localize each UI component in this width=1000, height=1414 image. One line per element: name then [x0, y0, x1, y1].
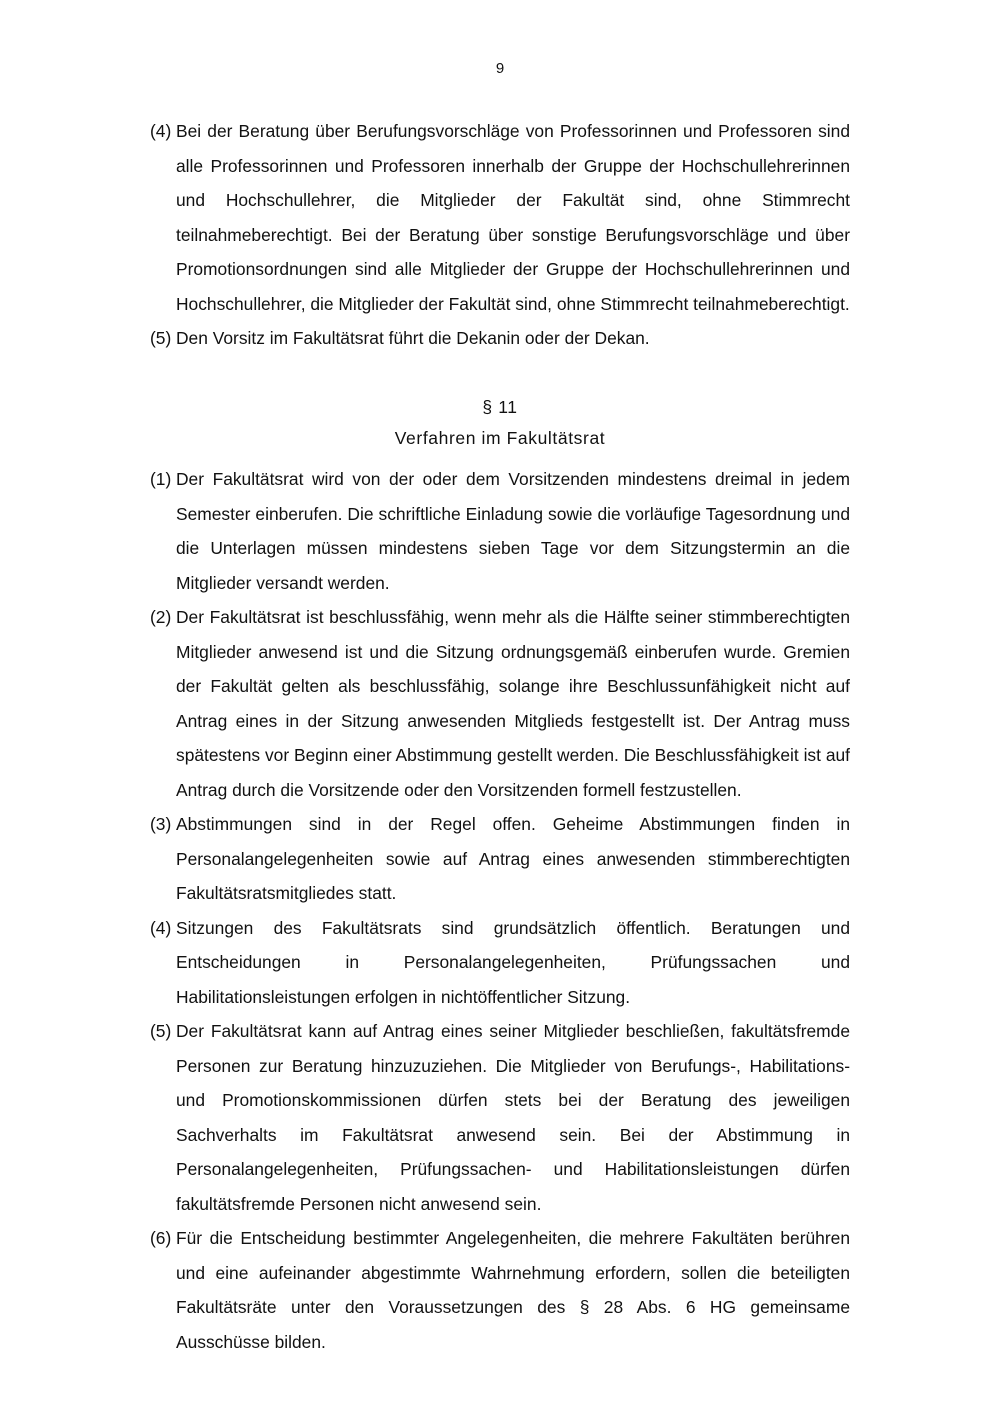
paragraph-number: (1): [150, 469, 172, 489]
paragraph-4: [150, 114, 850, 321]
section-paragraphs: [150, 462, 850, 1359]
paragraph-number: (2): [150, 607, 172, 627]
paragraph-text: Der Fakultätsrat kann auf Antrag eines seiner Mitglieder beschließen, fakultätsfremde Personen zur Beratung hinzuzuziehen. Die Mitglieder von Berufungs-, Habilitations- und Promotionskommissionen dürfen stets bei der Beratung des jeweiligen Sachverhalts im Fakultätsrat anwesend sein. Bei der Abstimmung in Personalangelegenheiten, Prüfungssachen- und Habilitationsleistungen dürfen fakultätsfremde Personen nicht anwesend sein.: [176, 1021, 850, 1214]
paragraph-number: (5): [150, 1021, 172, 1041]
paragraph-text: Der Fakultätsrat ist beschlussfähig, wenn mehr als die Hälfte seiner stimmberechtigten Mitglieder anwesend ist und die Sitzung ordnungsgemäß einberufen wurde. Gremien der Fakultät gelten als beschlussfähig, solange ihre Beschlussunfähigkeit nicht auf Antrag eines in der Sitzung anwesenden Mitglieds festgestellt ist. Der Antrag muss spätestens vor Beginn einer Abstimmung gestellt werden. Die Beschlussfähigkeit ist auf Antrag durch die Vorsitzende oder den Vorsitzenden formell festzustellen.: [176, 607, 850, 800]
paragraph-text: Abstimmungen sind in der Regel offen. Geheime Abstimmungen finden in Personalangelegenheiten sowie auf Antrag eines anwesenden stimmberechtigten Fakultätsratsmitgliedes statt.: [176, 814, 850, 903]
paragraph-number: (4): [150, 917, 172, 938]
paragraph-text: Der Fakultätsrat wird von der oder dem Vorsitzenden mindestens dreimal in jedem Semester einberufen. Die schriftliche Einladung sowie die vorläufige Tagesordnung und die Unterlagen müssen mindestens sieben Tage vor dem Sitzungstermin an die Mitglieder versandt werden.: [176, 469, 850, 593]
paragraph-number: (4): [150, 121, 172, 141]
paragraph-text: Für die Entscheidung bestimmter Angelegenheiten, die mehrere Fakultäten berühren und eine aufeinander abgestimmte Wahrnehmung erfordern, sollen die beteiligten Fakultätsräte unter den Voraussetzungen des § 28 Abs. 6 HG gemeinsame Ausschüsse bilden.: [176, 1228, 850, 1352]
section-paragraph-2: [150, 600, 850, 807]
section-paragraph-1: [150, 462, 850, 600]
continued-paragraphs: [150, 114, 850, 356]
paragraph-text: Bei der Beratung über Berufungsvorschläge von Professorinnen und Professoren sind alle Professorinnen und Professoren innerhalb der Gruppe der Hochschullehrerinnen und Hochschullehrer, die Mitglieder der Fakultät sind, ohne Stimmrecht teilnahmeberechtigt. Bei der Beratung über sonstige Berufungsvorschläge und über Promotionsordnungen sind alle Mitglieder der Gruppe der Hochschullehrerinnen und Hochschullehrer, die Mitglieder der Fakultät sind, ohne Stimmrecht teilnahmeberechtigt.: [176, 121, 850, 314]
page-number: 9: [495, 60, 505, 77]
section-paragraph-3: [150, 807, 850, 911]
paragraph-number: (6): [150, 1228, 172, 1248]
paragraph-5: [150, 321, 850, 356]
paragraph-text: Sitzungen des Fakultätsrats sind grundsätzlich öffentlich. Beratungen und Entscheidungen in Personalangelegenheiten, Prüfungssachen und Habilitationsleistungen erfolgen in nichtöffentlicher Sitzung.: [176, 917, 850, 1007]
section-paragraph-5: [150, 1014, 850, 1221]
section-title: Verfahren im Fakultätsrat: [394, 428, 606, 448]
paragraph-number: (5): [150, 328, 172, 348]
paragraph-text: Den Vorsitz im Fakultätsrat führt die Dekanin oder der Dekan.: [176, 328, 650, 348]
paragraph-number: (3): [150, 814, 172, 834]
section-number: § 11: [482, 397, 518, 417]
section-paragraph-4: [150, 911, 850, 1015]
section-paragraph-6: [150, 1221, 850, 1359]
